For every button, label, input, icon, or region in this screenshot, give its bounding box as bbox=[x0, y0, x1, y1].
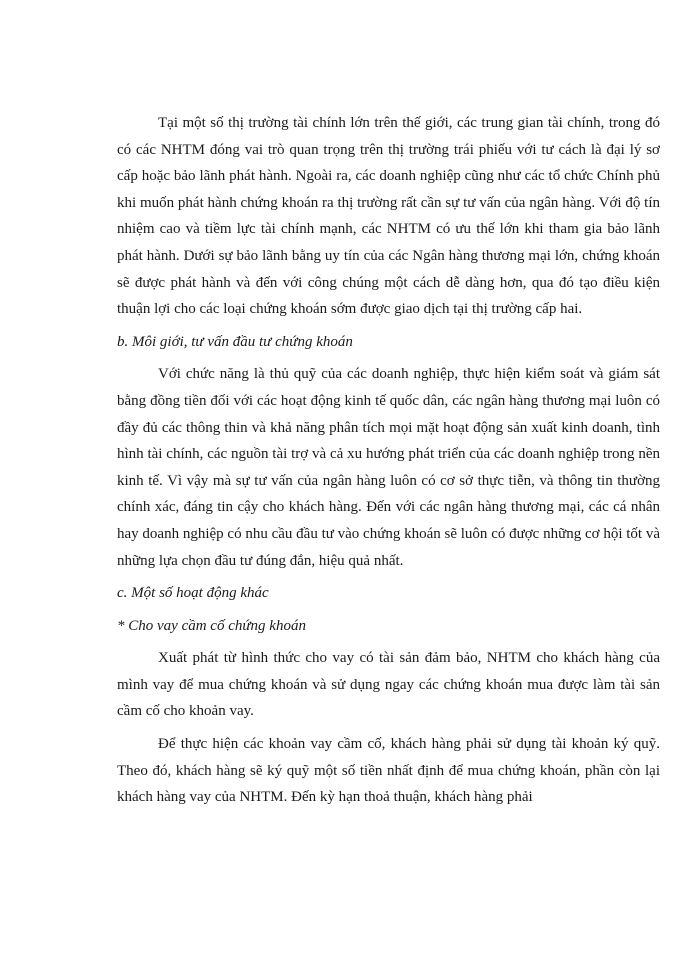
heading-other-activities: c. Một số hoạt động khác bbox=[117, 585, 269, 602]
paragraph-pledge-loans: Xuất phát từ hình thức cho vay có tài sản đảm bảo, NHTM cho khách hàng của mình vay để mua chứng khoán và sử dụng ngay các chứng khoán mua được làm tài sản cầm cố cho khoản vay. bbox=[117, 650, 660, 720]
paragraph-margin-account: Để thực hiện các khoản vay cầm cố, khách hàng phải sử dụng tài khoản ký quỹ. Theo đó, khách hàng sẽ ký quỹ một số tiền nhất định để mua chứng khoán, phần còn lại khách hàng vay của NHTM. Đến kỳ hạn thoả thuận, khách hàng phải bbox=[117, 736, 660, 806]
document-body bbox=[117, 110, 660, 811]
subheading-securities-pledge-loans: * Cho vay cầm cố chứng khoán bbox=[117, 617, 306, 634]
heading-brokerage-advisory: b. Môi giới, tư vấn đầu tư chứng khoán bbox=[117, 333, 353, 350]
paragraph-brokerage-advisory: Với chức năng là thủ quỹ của các doanh nghiệp, thực hiện kiểm soát và giám sát bằng đồng tiền đối với các hoạt động kinh tế quốc dân, các ngân hàng thương mại luôn có đầy đủ các thông thin và khả năng phân tích mọi mặt hoạt động sản xuất kinh doanh, tình hình tài chính, các nguồn tài trợ và cả xu hướng phát triển của các doanh nghiệp trong nền kinh tế. Vì vậy mà sự tư vấn của ngân hàng luôn có cơ sở thực tiễn, và thông tin thường chính xác, đáng tin cậy cho khách hàng. Đến với các ngân hàng thương mại, các cá nhân hay doanh nghiệp có nhu cầu đầu tư vào chứng khoán sẽ luôn có được những cơ hội tốt và những lựa chọn đầu tư đúng đắn, hiệu quả nhất. bbox=[117, 366, 660, 569]
paragraph-underwriting: Tại một số thị trường tài chính lớn trên thế giới, các trung gian tài chính, trong đó có các NHTM đóng vai trò quan trọng trên thị trường trái phiếu với tư cách là đại lý sơ cấp hoặc bảo lãnh phát hành. Ngoài ra, các doanh nghiệp cũng như các tổ chức Chính phủ khi muốn phát hành chứng khoán ra thị trường rất cần sự tư vấn của ngân hàng. Với độ tín nhiệm cao và tiềm lực tài chính mạnh, các NHTM có ưu thế lớn khi tham gia bảo lãnh phát hành. Dưới sự bảo lãnh bằng uy tín của các Ngân hàng thương mại lớn, chứng khoán sẽ được phát hành và đến với công chúng một cách dễ dàng hơn, qua đó tạo điều kiện thuận lợi cho các loại chứng khoán sớm được giao dịch tại thị trường cấp hai. bbox=[117, 115, 660, 318]
